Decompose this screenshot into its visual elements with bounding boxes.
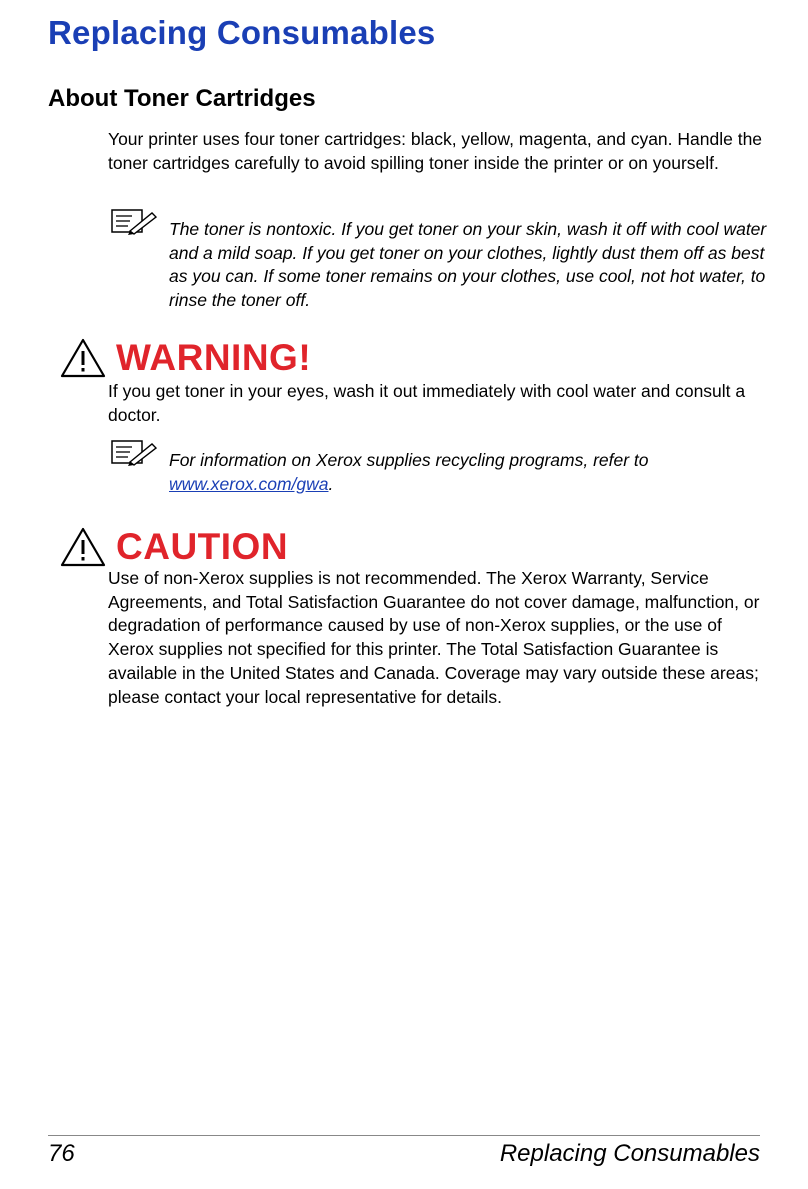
page-number: 76 <box>48 1140 75 1167</box>
page-title: Replacing Consumables <box>48 14 436 51</box>
note-text: The toner is nontoxic. If you get toner on your skin, wash it off with cool water and a mild soap. If you get toner on your clothes, lightly dust them off as best as you can. If some toner remains on your clothes, use cool, not hot water, to rinse the toner off. <box>169 219 767 311</box>
caution-heading <box>60 525 288 569</box>
intro-paragraph: Your printer uses four toner cartridges: black, yellow, magenta, and cyan. Handle the toner cartridges carefully to avoid spilling toner inside the printer or on yourself. <box>108 129 763 173</box>
xerox-recycling-link[interactable]: www.xerox.com/gwa <box>169 473 329 494</box>
warning-triangle-icon <box>60 338 106 378</box>
warning-text: If you get toner in your eyes, wash it out immediately with cool water and consult a doctor. <box>108 381 746 425</box>
note-text-after: . <box>328 473 334 494</box>
section-title: About Toner Cartridges <box>48 85 316 112</box>
warning-triangle-icon <box>60 527 106 567</box>
note-text-before: For information on Xerox supplies recycling programs, refer to <box>169 450 649 470</box>
caution-text: Use of non-Xerox supplies is not recommended. The Xerox Warranty, Service Agreements, and Total Satisfaction Guarantee do not cover damage, malfunction, or degradation of performance caused by use of non-Xerox supplies, or the use of Xerox supplies not specified for this printer. The Total Satisfaction Guarantee is available in the United States and Canada. Coverage may vary outside these areas; please contact your local representative for details. <box>108 568 760 707</box>
footer-divider <box>48 1135 760 1136</box>
warning-heading <box>60 336 311 380</box>
note-pencil-icon <box>110 209 160 235</box>
note-pencil-icon <box>110 440 160 466</box>
footer-chapter-title: Replacing Consumables <box>499 1140 760 1167</box>
note-text <box>169 449 769 496</box>
caution-label: CAUTION <box>116 526 289 567</box>
warning-label: WARNING! <box>116 337 312 378</box>
